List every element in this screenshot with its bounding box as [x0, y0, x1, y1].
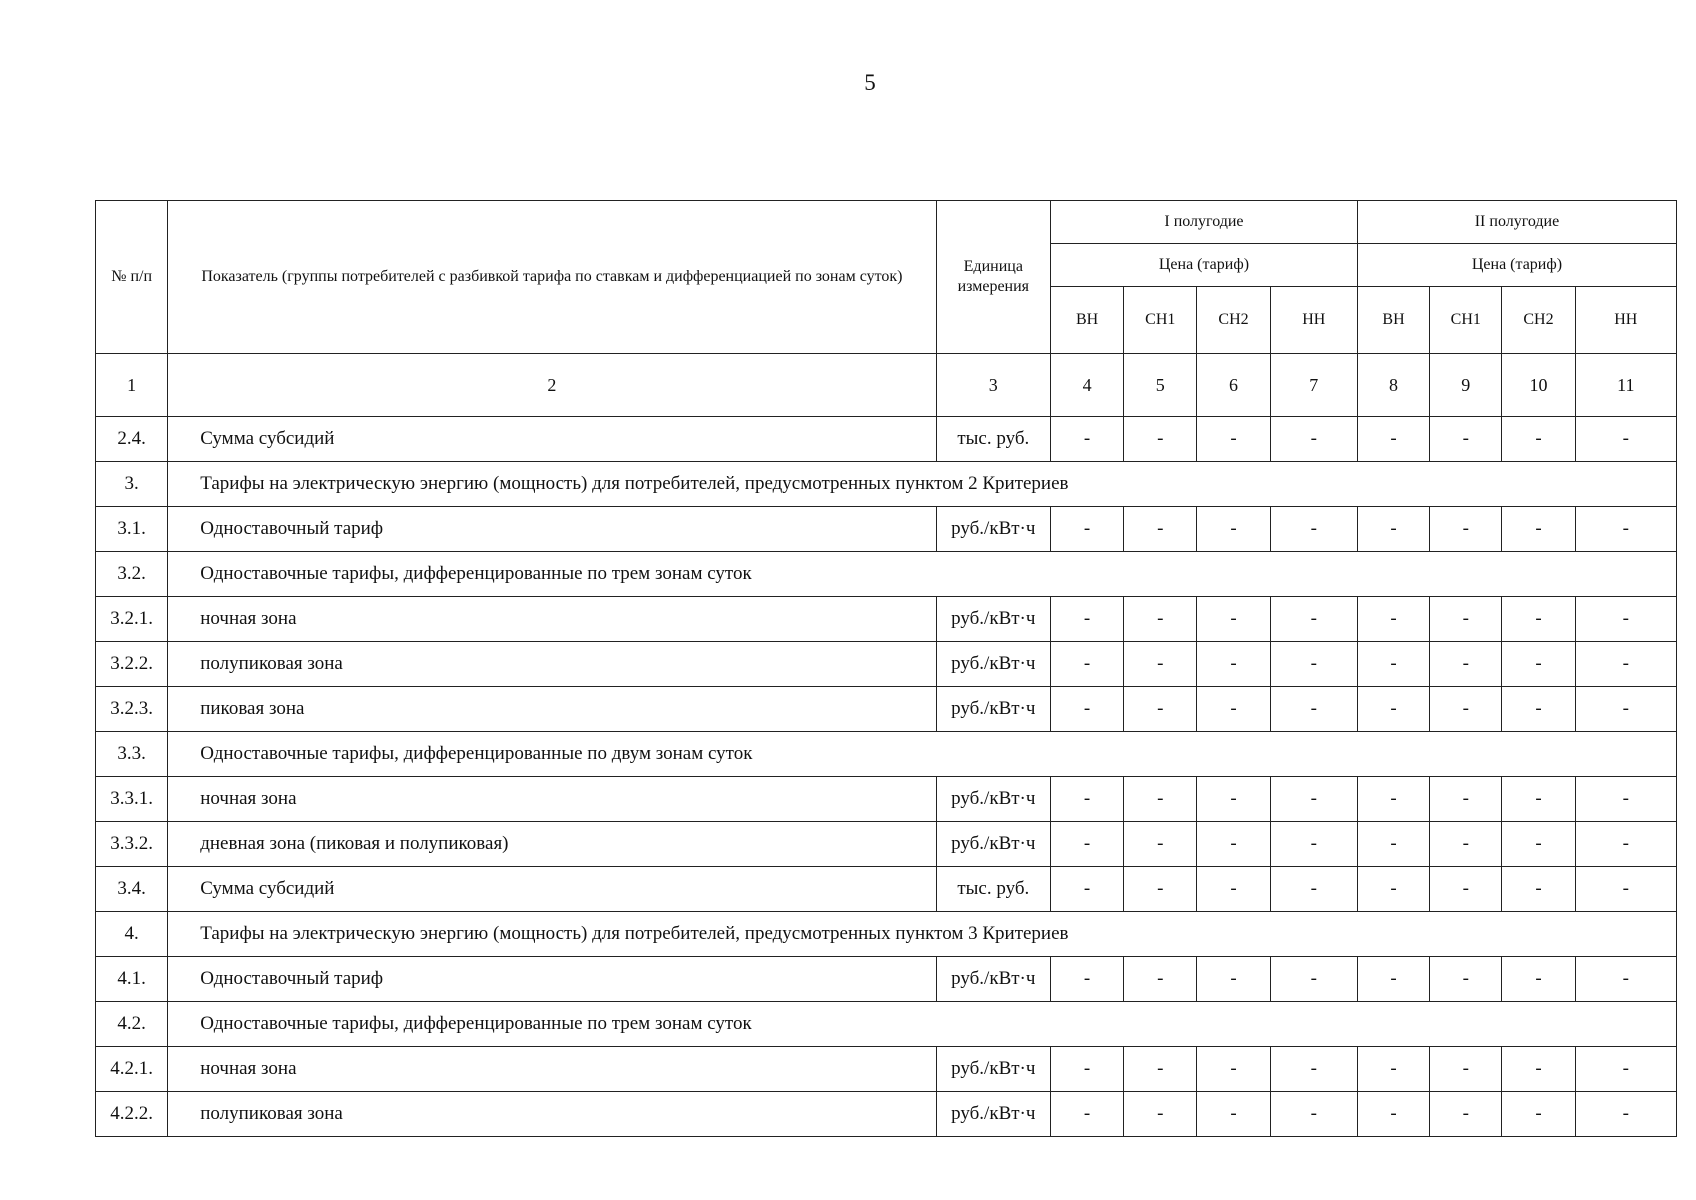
value-cell: -	[1270, 867, 1357, 912]
value-cell: -	[1430, 417, 1502, 462]
header-level: ВН	[1050, 287, 1123, 354]
value-cell: -	[1502, 642, 1575, 687]
value-cell: -	[1270, 822, 1357, 867]
value-cell: -	[1357, 957, 1429, 1002]
value-cell: -	[1197, 777, 1270, 822]
table-row	[96, 822, 1677, 867]
value-cell: -	[1430, 507, 1502, 552]
value-cell: -	[1357, 597, 1429, 642]
unit-cell: тыс. руб.	[936, 417, 1050, 462]
value-cell: -	[1197, 867, 1270, 912]
value-cell: -	[1050, 1047, 1123, 1092]
value-cell: -	[1502, 822, 1575, 867]
value-cell: -	[1357, 867, 1429, 912]
section-label: Одноставочные тарифы, дифференцированные по трем зонам суток	[168, 552, 1677, 597]
value-cell: -	[1050, 822, 1123, 867]
value-cell: -	[1430, 597, 1502, 642]
row-label: Одноставочный тариф	[168, 507, 936, 552]
value-cell: -	[1575, 687, 1676, 732]
value-cell: -	[1575, 957, 1676, 1002]
table-row	[96, 867, 1677, 912]
value-cell: -	[1357, 687, 1429, 732]
table-body	[96, 354, 1677, 1137]
row-number: 3.1.	[96, 507, 168, 552]
unit-cell: руб./кВт·ч	[936, 642, 1050, 687]
header-level: ВН	[1357, 287, 1429, 354]
value-cell: -	[1357, 1047, 1429, 1092]
value-cell: -	[1502, 777, 1575, 822]
header-level: НН	[1575, 287, 1676, 354]
value-cell: -	[1197, 507, 1270, 552]
value-cell: -	[1197, 687, 1270, 732]
value-cell: -	[1575, 1047, 1676, 1092]
row-number: 4.2.1.	[96, 1047, 168, 1092]
unit-cell: руб./кВт·ч	[936, 597, 1050, 642]
value-cell: -	[1124, 507, 1197, 552]
header-level: НН	[1270, 287, 1357, 354]
value-cell: -	[1270, 1092, 1357, 1137]
value-cell: -	[1197, 1047, 1270, 1092]
header-half-1: I полугодие	[1050, 201, 1357, 244]
value-cell: -	[1575, 642, 1676, 687]
table-row	[96, 417, 1677, 462]
unit-cell: руб./кВт·ч	[936, 507, 1050, 552]
value-cell: -	[1575, 777, 1676, 822]
unit-cell: руб./кВт·ч	[936, 687, 1050, 732]
column-number: 3	[936, 354, 1050, 417]
row-label: дневная зона (пиковая и полупиковая)	[168, 822, 936, 867]
value-cell: -	[1502, 507, 1575, 552]
value-cell: -	[1124, 687, 1197, 732]
value-cell: -	[1124, 957, 1197, 1002]
unit-cell: руб./кВт·ч	[936, 1047, 1050, 1092]
column-number: 5	[1124, 354, 1197, 417]
section-row	[96, 552, 1677, 597]
row-number: 3.3.	[96, 732, 168, 777]
value-cell: -	[1357, 777, 1429, 822]
value-cell: -	[1575, 822, 1676, 867]
section-row	[96, 462, 1677, 507]
value-cell: -	[1430, 822, 1502, 867]
value-cell: -	[1197, 597, 1270, 642]
value-cell: -	[1502, 1047, 1575, 1092]
table-row	[96, 777, 1677, 822]
value-cell: -	[1270, 957, 1357, 1002]
value-cell: -	[1502, 1092, 1575, 1137]
column-number: 8	[1357, 354, 1429, 417]
value-cell: -	[1197, 822, 1270, 867]
header-row-halves	[96, 201, 1677, 244]
value-cell: -	[1197, 417, 1270, 462]
column-number: 2	[168, 354, 936, 417]
section-row	[96, 732, 1677, 777]
column-number: 10	[1502, 354, 1575, 417]
value-cell: -	[1357, 417, 1429, 462]
section-label: Одноставочные тарифы, дифференцированные по трем зонам суток	[168, 1002, 1677, 1047]
unit-cell: тыс. руб.	[936, 867, 1050, 912]
value-cell: -	[1357, 1092, 1429, 1137]
row-number: 3.4.	[96, 867, 168, 912]
row-number: 2.4.	[96, 417, 168, 462]
row-label: пиковая зона	[168, 687, 936, 732]
column-number: 9	[1430, 354, 1502, 417]
row-number: 3.	[96, 462, 168, 507]
section-row	[96, 912, 1677, 957]
value-cell: -	[1050, 417, 1123, 462]
value-cell: -	[1575, 867, 1676, 912]
row-label: ночная зона	[168, 777, 936, 822]
value-cell: -	[1124, 642, 1197, 687]
value-cell: -	[1430, 1092, 1502, 1137]
row-label: Одноставочный тариф	[168, 957, 936, 1002]
row-number: 3.2.3.	[96, 687, 168, 732]
unit-cell: руб./кВт·ч	[936, 1092, 1050, 1137]
column-number: 4	[1050, 354, 1123, 417]
value-cell: -	[1502, 687, 1575, 732]
row-number: 3.2.2.	[96, 642, 168, 687]
value-cell: -	[1124, 417, 1197, 462]
column-numbers-row	[96, 354, 1677, 417]
value-cell: -	[1270, 687, 1357, 732]
row-number: 4.2.2.	[96, 1092, 168, 1137]
row-number: 4.1.	[96, 957, 168, 1002]
value-cell: -	[1050, 597, 1123, 642]
header-level: СН2	[1197, 287, 1270, 354]
value-cell: -	[1575, 1092, 1676, 1137]
value-cell: -	[1197, 1092, 1270, 1137]
value-cell: -	[1197, 957, 1270, 1002]
row-label: ночная зона	[168, 1047, 936, 1092]
header-num: № п/п	[96, 201, 168, 354]
column-number: 6	[1197, 354, 1270, 417]
value-cell: -	[1124, 822, 1197, 867]
unit-cell: руб./кВт·ч	[936, 822, 1050, 867]
header-price-2: Цена (тариф)	[1357, 244, 1676, 287]
value-cell: -	[1270, 777, 1357, 822]
value-cell: -	[1124, 867, 1197, 912]
value-cell: -	[1050, 507, 1123, 552]
section-row	[96, 1002, 1677, 1047]
header-half-2: II полугодие	[1357, 201, 1676, 244]
value-cell: -	[1270, 507, 1357, 552]
row-label: Сумма субсидий	[168, 867, 936, 912]
value-cell: -	[1050, 777, 1123, 822]
value-cell: -	[1050, 642, 1123, 687]
column-number: 1	[96, 354, 168, 417]
value-cell: -	[1270, 1047, 1357, 1092]
unit-cell: руб./кВт·ч	[936, 957, 1050, 1002]
value-cell: -	[1502, 597, 1575, 642]
row-number: 4.	[96, 912, 168, 957]
unit-cell: руб./кВт·ч	[936, 777, 1050, 822]
table-row	[96, 1092, 1677, 1137]
row-label: Сумма субсидий	[168, 417, 936, 462]
column-number: 7	[1270, 354, 1357, 417]
value-cell: -	[1050, 957, 1123, 1002]
value-cell: -	[1575, 417, 1676, 462]
value-cell: -	[1575, 597, 1676, 642]
row-label: ночная зона	[168, 597, 936, 642]
value-cell: -	[1124, 1047, 1197, 1092]
header-level: СН1	[1430, 287, 1502, 354]
value-cell: -	[1270, 417, 1357, 462]
table-row	[96, 507, 1677, 552]
value-cell: -	[1050, 1092, 1123, 1137]
row-label: полупиковая зона	[168, 642, 936, 687]
value-cell: -	[1124, 597, 1197, 642]
section-label: Одноставочные тарифы, дифференцированные по двум зонам суток	[168, 732, 1677, 777]
page-number: 5	[864, 70, 876, 95]
value-cell: -	[1575, 507, 1676, 552]
section-label: Тарифы на электрическую энергию (мощность) для потребителей, предусмотренных пунктом 2 Критериев	[168, 462, 1677, 507]
value-cell: -	[1430, 867, 1502, 912]
section-label: Тарифы на электрическую энергию (мощность) для потребителей, предусмотренных пунктом 3 Критериев	[168, 912, 1677, 957]
value-cell: -	[1197, 642, 1270, 687]
value-cell: -	[1357, 822, 1429, 867]
value-cell: -	[1050, 687, 1123, 732]
value-cell: -	[1270, 642, 1357, 687]
row-number: 3.3.1.	[96, 777, 168, 822]
row-number: 3.3.2.	[96, 822, 168, 867]
value-cell: -	[1430, 957, 1502, 1002]
value-cell: -	[1502, 957, 1575, 1002]
value-cell: -	[1050, 867, 1123, 912]
row-number: 4.2.	[96, 1002, 168, 1047]
tariff-table	[95, 200, 1677, 1137]
value-cell: -	[1430, 1047, 1502, 1092]
row-number: 3.2.1.	[96, 597, 168, 642]
value-cell: -	[1430, 642, 1502, 687]
table-row	[96, 687, 1677, 732]
value-cell: -	[1124, 1092, 1197, 1137]
header-unit: Единица измерения	[936, 201, 1050, 354]
value-cell: -	[1430, 687, 1502, 732]
table-row	[96, 597, 1677, 642]
header-level: СН1	[1124, 287, 1197, 354]
column-number: 11	[1575, 354, 1676, 417]
value-cell: -	[1502, 867, 1575, 912]
header-level: СН2	[1502, 287, 1575, 354]
table-row	[96, 642, 1677, 687]
value-cell: -	[1357, 507, 1429, 552]
header-price-1: Цена (тариф)	[1050, 244, 1357, 287]
table-row	[96, 1047, 1677, 1092]
value-cell: -	[1502, 417, 1575, 462]
value-cell: -	[1357, 642, 1429, 687]
row-label: полупиковая зона	[168, 1092, 936, 1137]
row-number: 3.2.	[96, 552, 168, 597]
table-row	[96, 957, 1677, 1002]
header-indicator: Показатель (группы потребителей с разбивкой тарифа по ставкам и дифференциацией по зонам суток)	[168, 201, 936, 354]
value-cell: -	[1270, 597, 1357, 642]
value-cell: -	[1430, 777, 1502, 822]
value-cell: -	[1124, 777, 1197, 822]
